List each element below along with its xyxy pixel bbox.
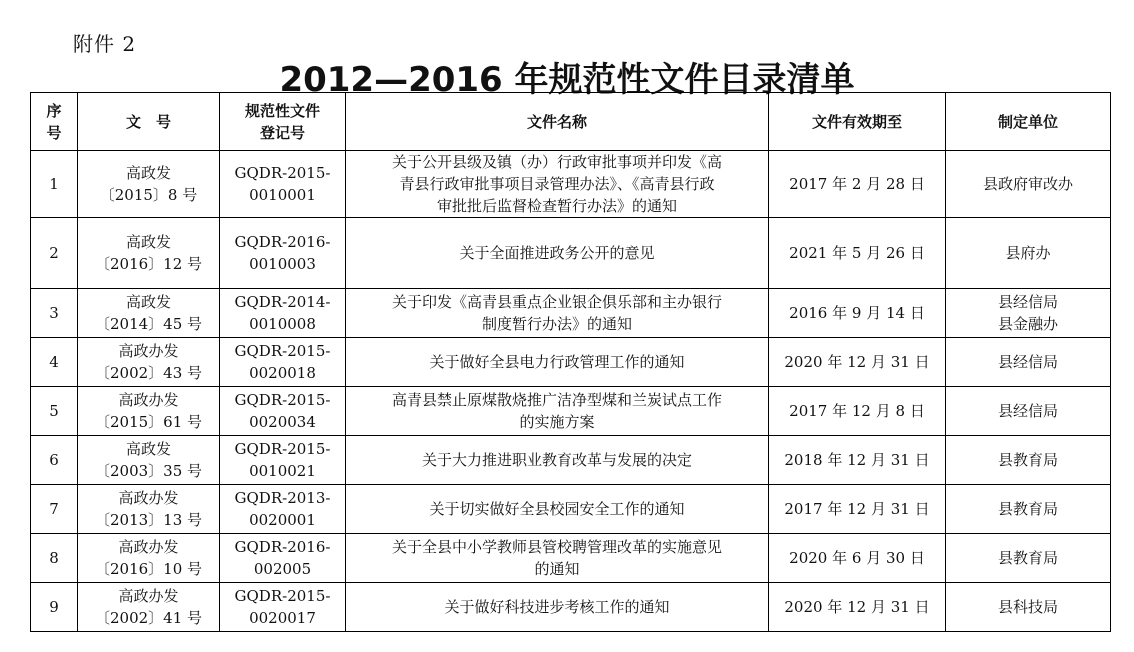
cell-seq: 4	[31, 338, 78, 387]
cell-name	[346, 436, 769, 485]
attachment-label: 附件 2	[73, 32, 137, 56]
unit-line: 县经信局	[997, 353, 1058, 371]
cell-reg-no	[220, 338, 346, 387]
cell-valid-until: 2020 年 12 月 31 日	[769, 338, 946, 387]
doc-no-line: 〔2014〕45 号	[94, 315, 203, 333]
cell-unit	[946, 151, 1111, 218]
header-name: 文件名称	[346, 93, 769, 151]
reg-no-line: 0010001	[249, 186, 316, 204]
doc-no-line: 〔2002〕41 号	[94, 609, 203, 627]
name-line: 关于做好科技进步考核工作的通知	[444, 598, 670, 616]
cell-seq: 6	[31, 436, 78, 485]
cell-doc-no	[78, 218, 220, 289]
reg-no-line: GQDR-2013-	[234, 489, 331, 507]
header-reg-no	[220, 93, 346, 151]
cell-valid-until: 2020 年 12 月 31 日	[769, 583, 946, 632]
table-row	[31, 151, 1111, 218]
reg-no-line: 0020018	[249, 364, 316, 382]
header-reg-no-line: 登记号	[259, 123, 305, 142]
table-row	[31, 534, 1111, 583]
doc-no-line: 〔2003〕35 号	[94, 462, 203, 480]
unit-line: 县教育局	[997, 500, 1058, 518]
reg-no-line: GQDR-2016-	[234, 233, 331, 251]
cell-seq: 2	[31, 218, 78, 289]
doc-no-line: 〔2015〕8 号	[99, 186, 198, 204]
cell-seq: 5	[31, 387, 78, 436]
table-row	[31, 485, 1111, 534]
cell-name	[346, 387, 769, 436]
cell-doc-no	[78, 534, 220, 583]
cell-reg-no	[220, 436, 346, 485]
reg-no-line: 0020034	[249, 413, 316, 431]
name-line: 关于印发《高青县重点企业银企俱乐部和主办银行	[391, 293, 722, 311]
unit-line: 县府办	[1005, 244, 1051, 262]
reg-no-line: 0010008	[249, 315, 316, 333]
name-line: 关于切实做好全县校园安全工作的通知	[429, 500, 685, 518]
cell-name	[346, 485, 769, 534]
cell-name	[346, 338, 769, 387]
doc-no-line: 高政发	[125, 293, 171, 311]
cell-reg-no	[220, 218, 346, 289]
page-title: 2012—2016 年规范性文件目录清单	[279, 60, 855, 100]
unit-line: 县教育局	[997, 451, 1058, 469]
unit-line: 县金融办	[997, 315, 1058, 333]
cell-unit	[946, 387, 1111, 436]
reg-no-line: 002005	[253, 560, 312, 578]
cell-name	[346, 151, 769, 218]
cell-unit	[946, 534, 1111, 583]
cell-reg-no	[220, 289, 346, 338]
cell-doc-no	[78, 583, 220, 632]
cell-valid-until: 2017 年 12 月 31 日	[769, 485, 946, 534]
unit-line: 县科技局	[997, 598, 1058, 616]
cell-unit	[946, 338, 1111, 387]
reg-no-line: GQDR-2015-	[234, 342, 331, 360]
cell-seq: 7	[31, 485, 78, 534]
cell-valid-until: 2017 年 2 月 28 日	[769, 151, 946, 218]
unit-line: 县教育局	[997, 549, 1058, 567]
cell-unit	[946, 289, 1111, 338]
name-line: 高青县禁止原煤散烧推广洁净型煤和兰炭试点工作	[391, 391, 722, 409]
cell-doc-no	[78, 387, 220, 436]
doc-no-line: 高政办发	[118, 587, 179, 605]
name-line: 关于做好全县电力行政管理工作的通知	[429, 353, 685, 371]
cell-name	[346, 289, 769, 338]
name-line: 的实施方案	[519, 413, 595, 431]
name-line: 审批批后监督检查暂行办法》的通知	[436, 197, 677, 215]
doc-no-line: 高政发	[125, 440, 171, 458]
cell-unit	[946, 436, 1111, 485]
cell-seq: 3	[31, 289, 78, 338]
reg-no-line: 0020017	[249, 609, 316, 627]
cell-name	[346, 218, 769, 289]
doc-no-line: 高政发	[125, 233, 171, 251]
document-list-table	[30, 92, 1111, 632]
doc-no-line: 高政办发	[118, 342, 179, 360]
cell-seq: 9	[31, 583, 78, 632]
cell-reg-no	[220, 387, 346, 436]
table-row	[31, 387, 1111, 436]
reg-no-line: 0010003	[249, 255, 316, 273]
header-seq-line: 序	[46, 101, 62, 120]
header-doc-no: 文 号	[78, 93, 220, 151]
header-seq-line: 号	[46, 123, 62, 142]
cell-name	[346, 534, 769, 583]
table-row	[31, 436, 1111, 485]
header-reg-no-line: 规范性文件	[244, 101, 320, 120]
reg-no-line: GQDR-2015-	[234, 391, 331, 409]
doc-no-line: 〔2002〕43 号	[94, 364, 203, 382]
doc-no-line: 高政办发	[118, 489, 179, 507]
table-header-row	[31, 93, 1111, 151]
cell-valid-until: 2020 年 6 月 30 日	[769, 534, 946, 583]
reg-no-line: 0010021	[249, 462, 316, 480]
cell-valid-until: 2018 年 12 月 31 日	[769, 436, 946, 485]
name-line: 关于全县中小学教师县管校聘管理改革的实施意见	[391, 538, 722, 556]
reg-no-line: 0020001	[249, 511, 316, 529]
reg-no-line: GQDR-2015-	[234, 440, 331, 458]
unit-line: 县经信局	[997, 293, 1058, 311]
unit-line: 县政府审改办	[982, 175, 1073, 193]
cell-doc-no	[78, 289, 220, 338]
doc-no-line: 高政办发	[118, 391, 179, 409]
cell-seq: 1	[31, 151, 78, 218]
cell-name	[346, 583, 769, 632]
table-row	[31, 218, 1111, 289]
doc-no-line: 高政发	[125, 164, 171, 182]
header-valid-until: 文件有效期至	[769, 93, 946, 151]
name-line: 关于大力推进职业教育改革与发展的决定	[421, 451, 692, 469]
table-row	[31, 338, 1111, 387]
name-line: 的通知	[534, 560, 580, 578]
doc-no-line: 〔2015〕61 号	[94, 413, 203, 431]
reg-no-line: GQDR-2016-	[234, 538, 331, 556]
unit-line: 县经信局	[997, 402, 1058, 420]
cell-valid-until: 2016 年 9 月 14 日	[769, 289, 946, 338]
reg-no-line: GQDR-2014-	[234, 293, 331, 311]
cell-seq: 8	[31, 534, 78, 583]
cell-unit	[946, 485, 1111, 534]
cell-reg-no	[220, 151, 346, 218]
cell-valid-until: 2017 年 12 月 8 日	[769, 387, 946, 436]
table-row	[31, 583, 1111, 632]
table-row	[31, 289, 1111, 338]
cell-valid-until: 2021 年 5 月 26 日	[769, 218, 946, 289]
cell-doc-no	[78, 485, 220, 534]
name-line: 关于公开县级及镇（办）行政审批事项并印发《高	[391, 153, 722, 171]
name-line: 关于全面推进政务公开的意见	[459, 244, 655, 262]
cell-doc-no	[78, 436, 220, 485]
cell-doc-no	[78, 151, 220, 218]
cell-reg-no	[220, 534, 346, 583]
reg-no-line: GQDR-2015-	[234, 587, 331, 605]
header-seq	[31, 93, 78, 151]
doc-no-line: 高政办发	[118, 538, 179, 556]
name-line: 制度暂行办法》的通知	[481, 315, 632, 333]
cell-reg-no	[220, 583, 346, 632]
cell-unit	[946, 218, 1111, 289]
doc-no-line: 〔2016〕10 号	[94, 560, 203, 578]
cell-reg-no	[220, 485, 346, 534]
doc-no-line: 〔2016〕12 号	[94, 255, 203, 273]
header-unit: 制定单位	[946, 93, 1111, 151]
reg-no-line: GQDR-2015-	[234, 164, 331, 182]
name-line: 青县行政审批事项目录管理办法》、《高青县行政	[399, 175, 715, 193]
cell-doc-no	[78, 338, 220, 387]
doc-no-line: 〔2013〕13 号	[94, 511, 203, 529]
cell-unit	[946, 583, 1111, 632]
